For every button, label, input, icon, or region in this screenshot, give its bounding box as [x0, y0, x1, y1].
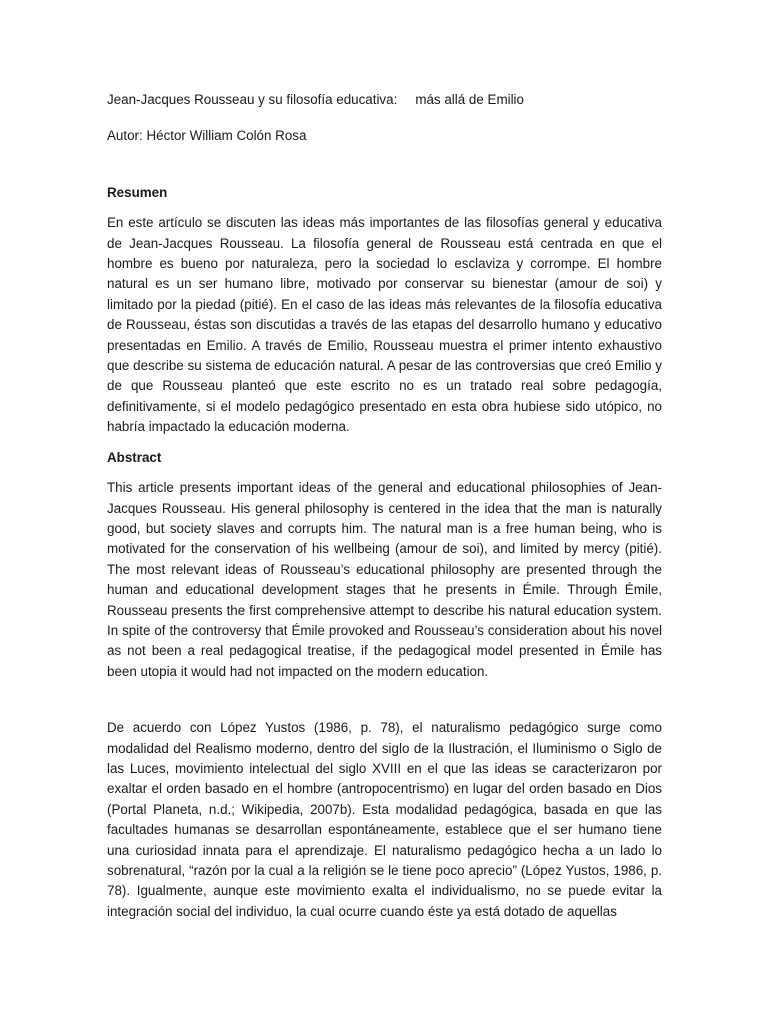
- resumen-paragraph: En este artículo se discuten las ideas más importantes de las filosofías general y educativa de Jean-Jacques Rousseau. La filosofía general de Rousseau está centrada en que el hombre es bueno por naturaleza, pero la sociedad lo esclaviza y corrompe. El hombre natural es un ser humano libre, motivado por conservar su bienestar (amour de soi) y limitado por la piedad (pitié). En el caso de las ideas más relevantes de la filosofía educativa de Rousseau, éstas son discutidas a través de las etapas del desarrollo humano y educativo presentadas en Emilio. A través de Emilio, Rousseau muestra el primer intento exhaustivo que describe su sistema de educación natural. A pesar de las controversias que creó Emilio y de que Rousseau planteó que este escrito no es un tratado real sobre pedagogía, definitivamente, si el modelo pedagógico presentado en esta obra hubiese sido utópico, no habría impactado la educación moderna.: [107, 215, 662, 435]
- abstract-heading: Abstract: [107, 449, 162, 465]
- resumen-heading: Resumen: [107, 184, 168, 200]
- document-page: [107, 90, 662, 932]
- title-subtitle: más allá de Emilio: [415, 92, 524, 107]
- title-main: Jean-Jacques Rousseau y su filosofía educativa:: [107, 92, 398, 107]
- body-paragraph: De acuerdo con López Yustos (1986, p. 78), el naturalismo pedagógico surge como modalidad del Realismo moderno, dentro del siglo de la Ilustración, el Iluminismo o Siglo de las Luces, movimiento intelectual del siglo XVIII en el que las ideas se caracterizaron por exaltar el orden basado en el hombre (antropocentrismo) en lugar del orden basado en Dios (Portal Planeta, n.d.; Wikipedia, 2007b). Esta modalidad pedagógica, basada en que las facultades humanas se desarrollan espontáneamente, establece que el ser humano tiene una curiosidad innata para el aprendizaje. El naturalismo pedagógico hecha a un lado lo sobrenatural, “razón por la cual a la religión se le tiene poco aprecio” (López Yustos, 1986, p. 78). Igualmente, aunque este movimiento exalta el individualismo, no se puede evitar la integración social del individuo, la cual ocurre cuando éste ya está dotado de aquellas: [107, 720, 662, 919]
- abstract-paragraph: This article presents important ideas of the general and educational philosophies of Jean-Jacques Rousseau. His general philosophy is centered in the idea that the man is naturally good, but society slaves and corrupts him. The natural man is a free human being, who is motivated for the conservation of his wellbeing (amour de soi), and limited by mercy (pitié). The most relevant ideas of Rousseau’s educational philosophy are presented through the human and educational development stages that he presents in Émile. Through Émile, Rousseau presents the first comprehensive attempt to describe his natural education system. In spite of the controversy that Émile provoked and Rousseau’s consideration about his novel as not been a real pedagogical treatise, if the pedagogical model presented in Émile has been utopia it would had not impacted on the modern education.: [107, 480, 662, 679]
- author-line: Autor: Héctor William Colón Rosa: [107, 128, 307, 144]
- document-title: [107, 90, 662, 110]
